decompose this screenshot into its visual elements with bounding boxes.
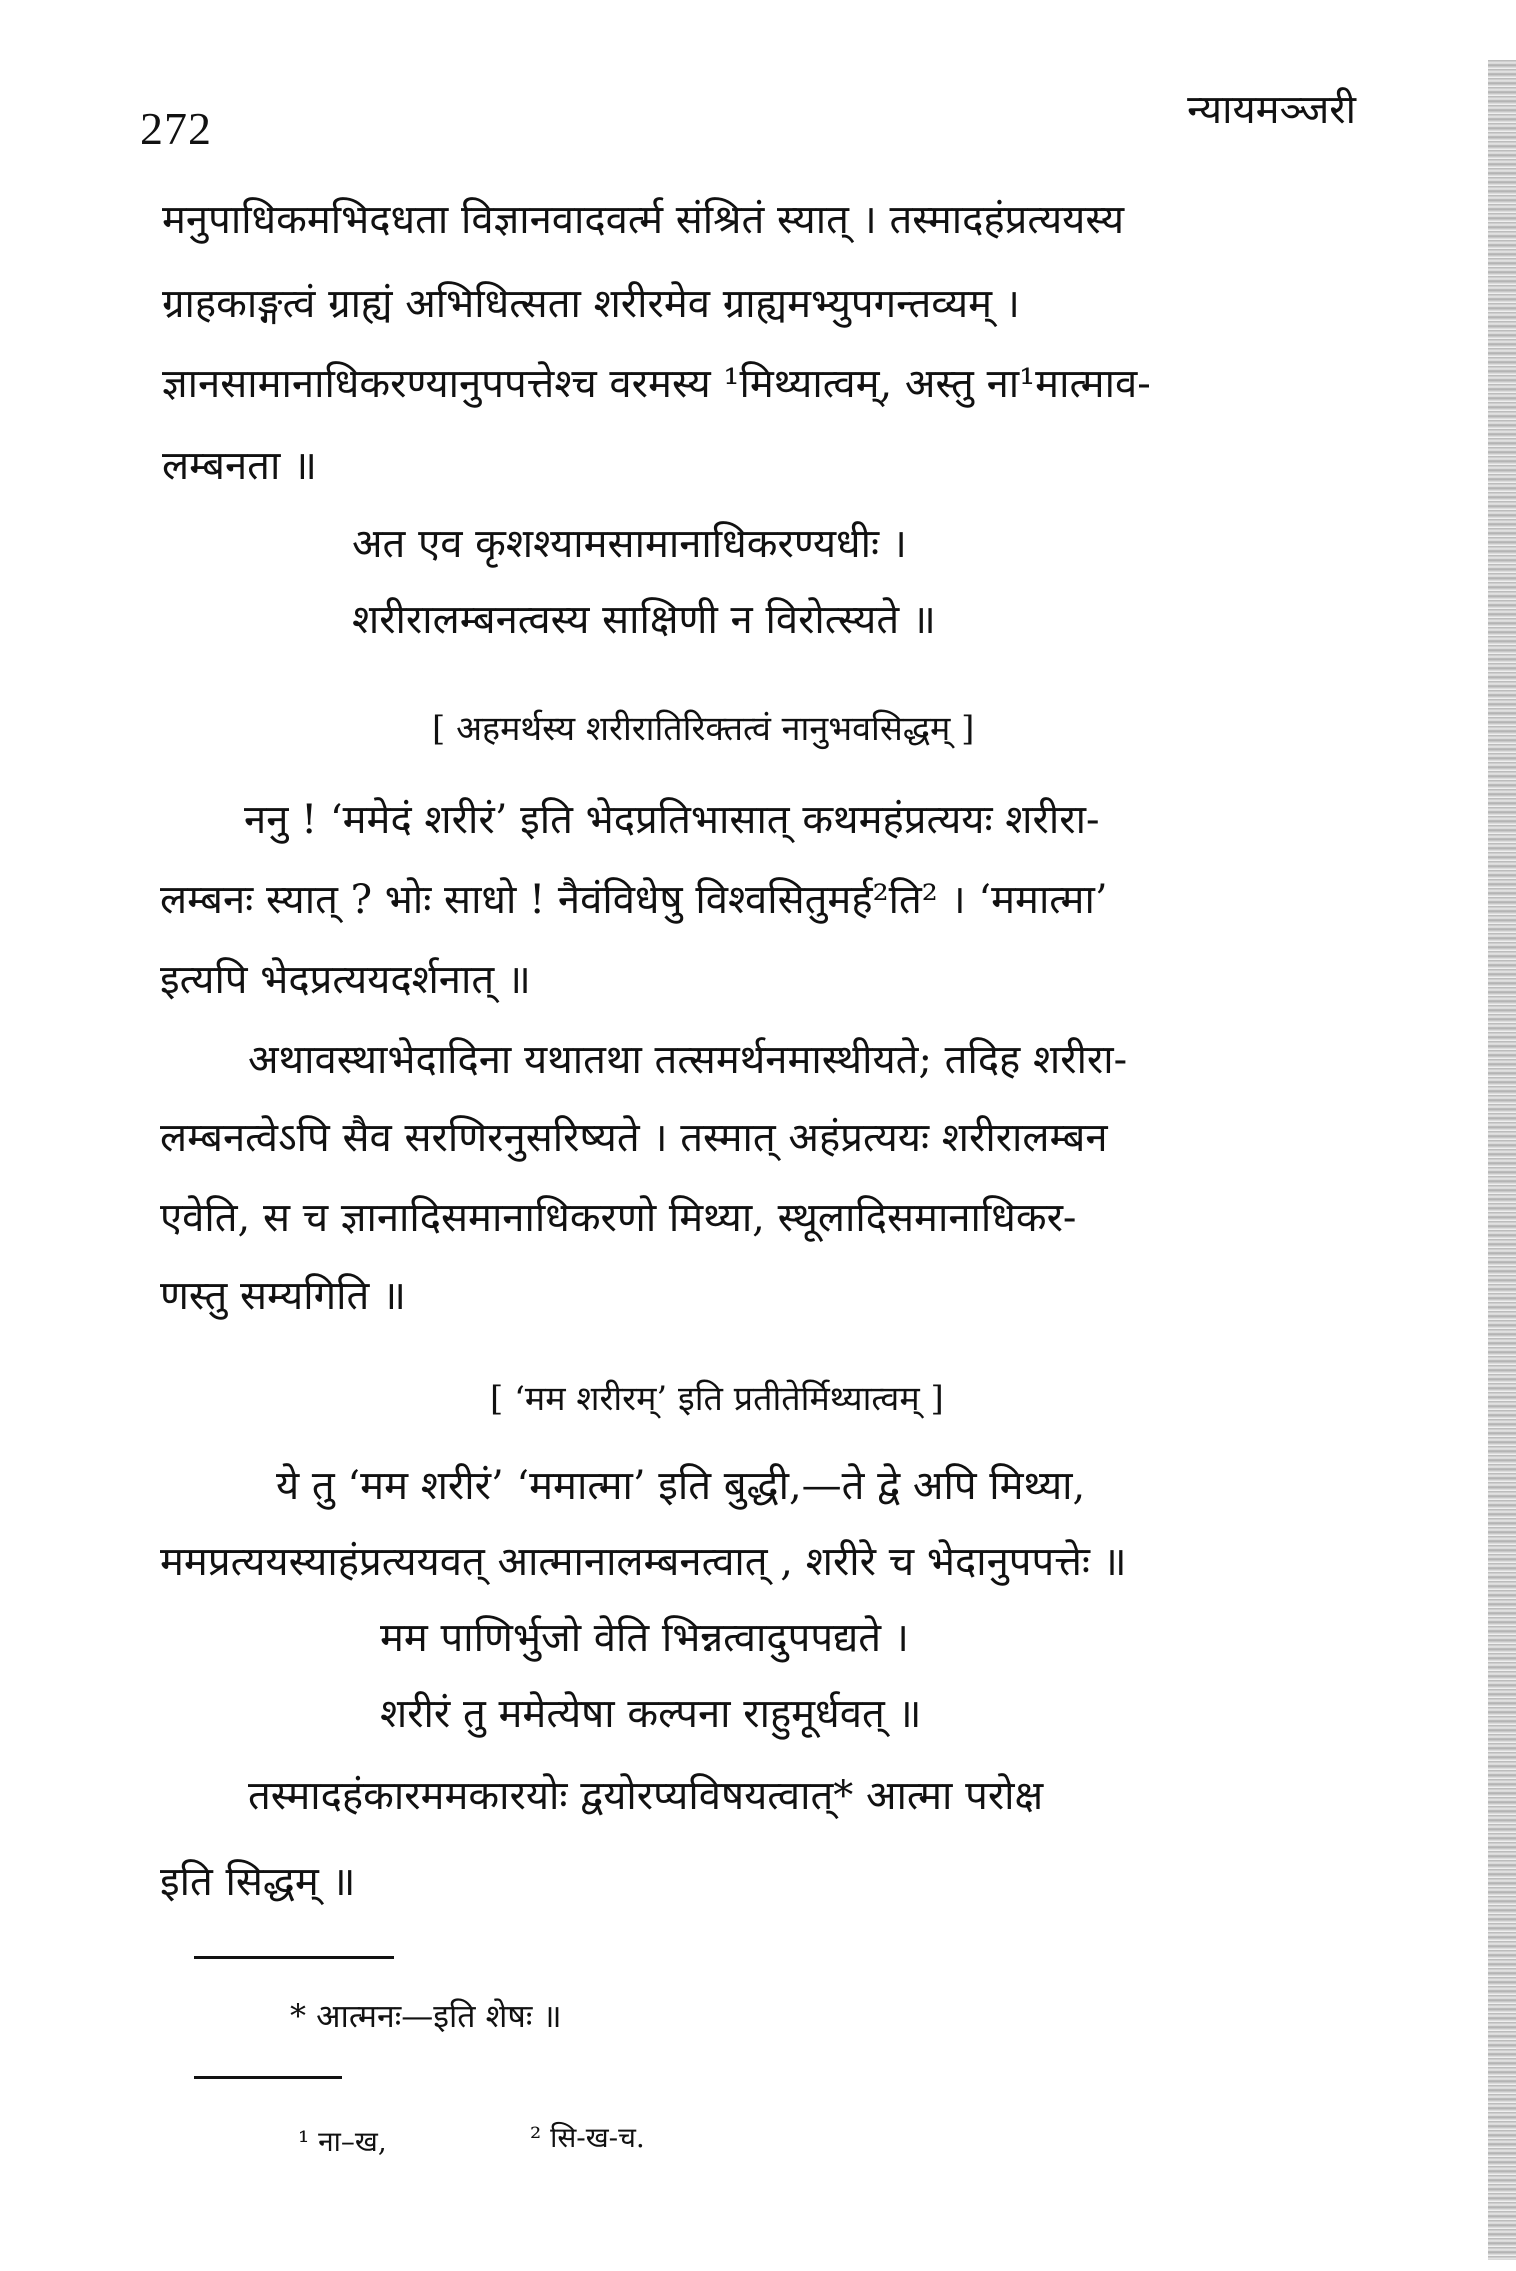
para4-line1: ये तु ‘मम शरीरं’ ‘ममात्मा’ इति बुद्धी,—ते द्वे अपि मिथ्या, — [276, 1463, 1086, 1509]
para2-line3: इत्यपि भेदप्रत्ययदर्शनात् ॥ — [160, 957, 531, 1003]
verse1-line2: शरीरालम्बनत्वस्य साक्षिणी न विरोत्स्यते ॥ — [352, 597, 936, 643]
para3-line3: एवेति, स च ज्ञानादिसमानाधिकरणो मिथ्या, स्थूलादिसमानाधिकर- — [160, 1195, 1077, 1241]
footnote-rule-1 — [194, 1956, 394, 1959]
para5-line2: इति सिद्धम् ॥ — [160, 1859, 356, 1905]
footnote-mark-2: ² सि-ख-च. — [530, 2121, 645, 2154]
footnote-star: * आत्मनः—इति शेषः ॥ — [290, 1997, 562, 2035]
para3-line2: लम्बनत्वेऽपि सैव सरणिरनुसरिष्यते । तस्मात् अहंप्रत्ययः शरीरालम्बन — [160, 1115, 1108, 1161]
para3-line1: अथावस्थाभेदादिना यथातथा तत्समर्थनमास्थीयते; तदिह शरीरा- — [248, 1037, 1128, 1083]
page-number: 272 — [140, 103, 212, 154]
para1-line4: लम्बनता ॥ — [162, 443, 317, 489]
para1-line1 — [162, 197, 1354, 243]
para4-line2: ममप्रत्ययस्याहंप्रत्ययवत् आत्मानालम्बनत्वात् , शरीरे च भेदानुपपत्तेः ॥ — [160, 1539, 1127, 1585]
para2-line1: ननु ! ‘ममेदं शरीरं’ इति भेदप्रतिभासात् कथमहंप्रत्ययः शरीरा- — [244, 797, 1100, 843]
running-head: न्यायमञ्जरी — [1187, 87, 1356, 133]
para1-line1-text: मनुपाधिकमभिदधता विज्ञानवादवर्त्म संश्रितं स्यात् । तस्मादहंप्रत्ययस्य — [162, 197, 1125, 243]
para3-line4: णस्तु सम्यगिति ॥ — [160, 1273, 406, 1319]
footnote-mark-1: ¹ ना–ख, — [298, 2125, 387, 2158]
verse1-line1: अत एव कृशश्यामसामानाधिकरण्यधीः । — [352, 521, 907, 567]
footnote-rule-2 — [194, 2076, 342, 2079]
verse2-line2: शरीरं तु ममेत्येषा कल्पना राहुमूर्धवत् ॥ — [380, 1691, 922, 1737]
scan-edge-shadow — [1488, 60, 1516, 2260]
section-heading-2: [ ‘मम शरीरम्’ इति प्रतीतेर्मिथ्यात्वम् ] — [490, 1379, 944, 1419]
para2-line2: लम्बनः स्यात् ? भोः साधो ! नैवंविधेषु विश्वसितुमर्ह²ति² । ‘ममात्मा’ — [160, 877, 1108, 923]
para5-line1: तस्मादहंकारममकारयोः द्वयोरप्यविषयत्वात्* आत्मा परोक्ष — [248, 1773, 1044, 1819]
para1-line3: ज्ञानसामानाधिकरण्यानुपपत्तेश्च वरमस्य ¹मिथ्यात्वम्, अस्तु ना¹मात्माव- — [162, 361, 1151, 407]
section-heading-1: [ अहमर्थस्य शरीरातिरिक्तत्वं नानुभवसिद्धम् ] — [432, 709, 975, 749]
para1-line2: ग्राहकाङ्गत्वं ग्राह्यं अभिधित्सता शरीरमेव ग्राह्यमभ्युपगन्तव्यम् । — [162, 281, 1020, 327]
verse2-line1: मम पाणिर्भुजो वेति भिन्नत्वादुपपद्यते । — [380, 1615, 909, 1661]
